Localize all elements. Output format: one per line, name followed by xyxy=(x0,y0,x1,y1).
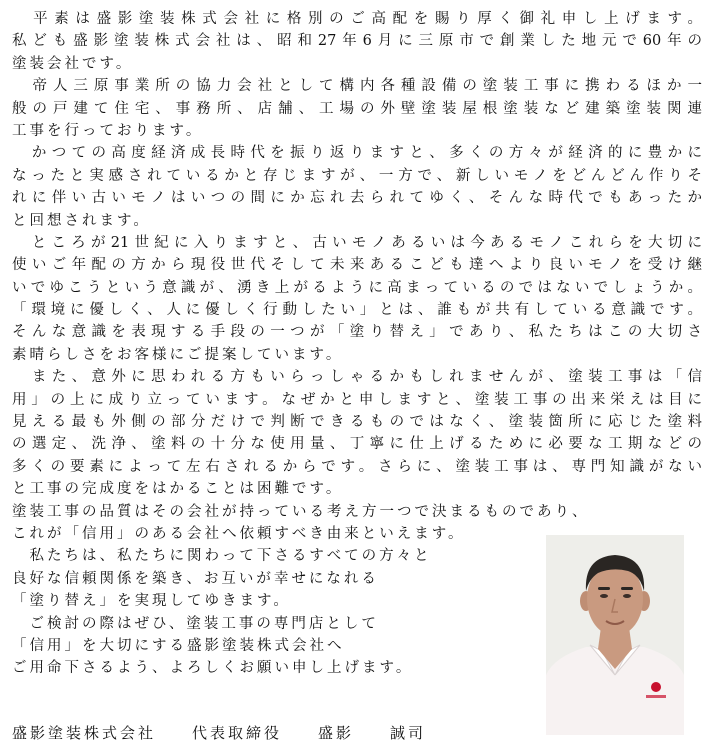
message-line: 良好な信頼関係を築き、お互いが幸せになれる xyxy=(12,570,379,587)
message-line: これが「信用」のある会社へ依頼すべき由来といえます。 xyxy=(12,525,466,542)
message-line: 多くの要素によって左右されるからです。さらに、塗装工事は、専門知識がない xyxy=(12,458,702,475)
message-line: と回想されます。 xyxy=(12,212,151,229)
message-line: 工事を行っております。 xyxy=(12,122,204,139)
message-line: なったと実感されているかと存じますが、一方で、新しいモノをどんどん作りそ xyxy=(12,167,702,184)
message-line: 般の戸建て住宅、事務所、店舗、工場の外壁塗装屋根塗装など建築塗装関連 xyxy=(12,100,702,117)
message-line: 「塗り替え」を実現してゆきます。 xyxy=(12,593,291,610)
message-line: かつての高度経済成長時代を振り返りますと、多くの方々が経済的に豊かに xyxy=(12,145,702,162)
message-line: 私ども盛影塗装株式会社は、昭和27年6月に三原市で創業した地元で60年の xyxy=(12,33,702,50)
message-line: そんな意識を表現する手段の一つが「塗り替え」であり、私たちはこの大切さ xyxy=(12,324,702,341)
message-line: 素晴らしさをお客様にご提案しています。 xyxy=(12,346,344,363)
message-line: 私たちは、私たちに関わって下さるすべての方々と xyxy=(12,548,432,565)
portrait-photo xyxy=(546,535,684,735)
message-line: と工事の完成度をはかることは困難です。 xyxy=(12,481,344,498)
message-line: ご検討の際はぜひ、塗装工事の専門店として xyxy=(12,615,379,632)
message-line: の選定、洗浄、塗料の十分な使用量、丁寧に仕上げるために必要な工期などの xyxy=(12,436,702,453)
message-line: 「信用」を大切にする盛影塗装株式会社へ xyxy=(12,637,345,654)
message-line: 塗装会社です。 xyxy=(12,55,134,72)
portrait-illustration xyxy=(546,535,684,735)
message-line: いでゆこうという意識が、湧き上がるように高まっているのではないでしょうか。 xyxy=(12,279,702,296)
message-line: れに伴い古いモノはいつの間にか忘れ去られてゆく、そんな時代でもあったか xyxy=(12,190,702,207)
message-line: 使いご年配の方から現役世代そして未来あるこども達へより良いモノを受け継 xyxy=(12,257,702,274)
signature: 盛影塗装株式会社 代表取締役 盛影 誠司 xyxy=(12,724,427,742)
message-line: 帝人三原事業所の協力会社として構内各種設備の塗装工事に携わるほか一 xyxy=(12,78,702,95)
message-line: 平素は盛影塗装株式会社に格別のご高配を賜り厚く御礼申し上げます。 xyxy=(12,11,702,27)
message-line: 用」の上に成り立っています。なぜかと申しますと、塗装工事の出来栄えは目に xyxy=(12,391,702,408)
message-line: ところが21世紀に入りますと、古いモノあるいは今あるモノこれらを大切に xyxy=(12,234,702,251)
message-line: 見える最も外側の部分だけで判断できるものではなく、塗装箇所に応じた塗料 xyxy=(12,414,702,431)
message-line: また、意外に思われる方もいらっしゃるかもしれませんが、塗装工事は「信 xyxy=(12,369,702,386)
message-line: ご用命下さるよう、よろしくお願い申し上げます。 xyxy=(12,660,414,677)
message-line: 「環境に優しく、人に優しく行動したい」とは、誰もが共有している意識です。 xyxy=(12,302,702,319)
message-line: 塗装工事の品質はその会社が持っている考え方一つで決まるものであり、 xyxy=(12,503,590,520)
